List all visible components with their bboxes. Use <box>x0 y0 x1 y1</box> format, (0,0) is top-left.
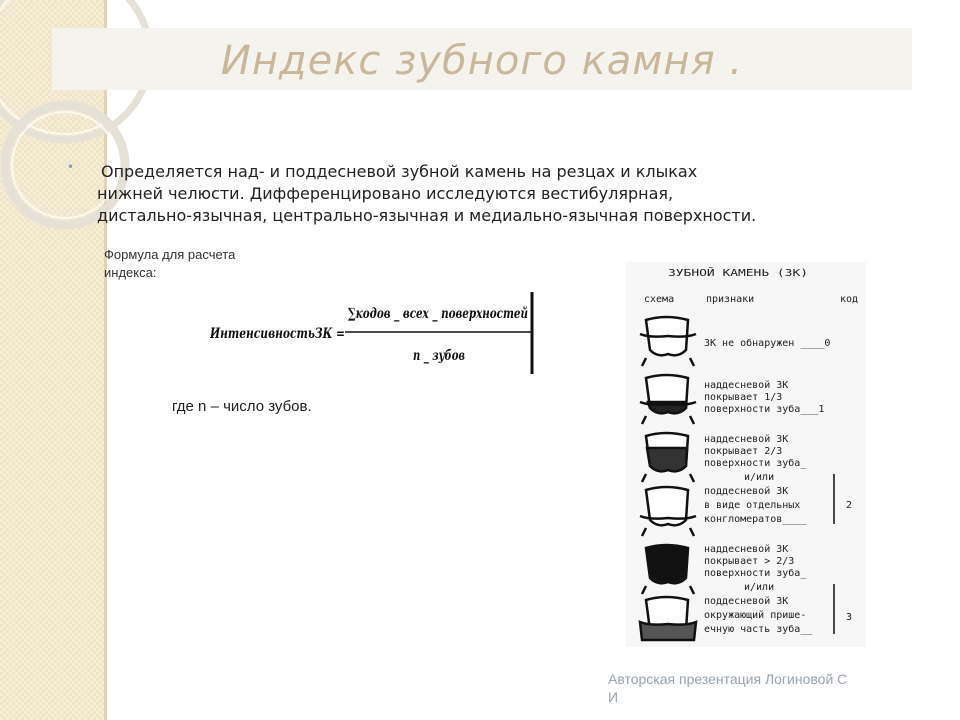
scan-row-3-line-5: окружающий прише- <box>704 610 807 621</box>
author-footer <box>608 670 898 706</box>
scan-row-3-line-3: и/или <box>744 582 775 593</box>
scan-row-1-line-1: покрывает 1/3 <box>704 392 783 403</box>
formula-label <box>104 246 235 282</box>
formula-label-line-1: Формула для расчета <box>104 247 236 262</box>
scan-row-2-line-3: и/или <box>744 472 775 483</box>
scan-row-3-line-4: поддесневой ЗК <box>704 596 789 607</box>
bullet-icon: • <box>67 160 75 174</box>
footer-line-1: Авторская презентация Логиновой С <box>608 671 848 687</box>
scan-row-2-line-4: поддесневой ЗК <box>704 486 789 497</box>
paragraph-line-2: нижней челюсти. Дифференцировано исследуются вестибулярная, <box>97 184 674 203</box>
scan-header-code: код <box>840 294 859 305</box>
scan-row-1-line-2: поверхности зуба___1 <box>704 404 825 415</box>
scan-row-3-line-0: наддесневой ЗК <box>704 544 789 555</box>
paragraph-line-3: дистально-язычная, центрально-язычная и медиально-язычная поверхности. <box>97 206 757 225</box>
scan-title: ЗУБНОЙ КАМЕНЬ (ЗК) <box>668 268 777 279</box>
formula-denominator: n _ зубов <box>413 348 465 364</box>
scan-row-2-code: 2 <box>846 500 853 511</box>
scan-row-2-line-5: в виде отдельных <box>704 500 801 511</box>
formula-explanation: где n – число зубов. <box>172 398 312 415</box>
description-paragraph <box>97 161 897 227</box>
footer-line-2: И <box>608 689 619 705</box>
scan-row-0-line-0: ЗК не обнаружен ____0 <box>704 338 831 349</box>
scan-row-2-line-1: покрывает 2/3 <box>704 446 783 457</box>
scan-row-3-line-6: ечную часть зуба__ <box>704 624 813 635</box>
scan-row-3-line-1: покрывает > 2/3 <box>704 556 795 567</box>
scan-row-3-code: 3 <box>846 612 853 623</box>
scan-header-signs: признаки <box>706 294 755 305</box>
scan-row-2-line-0: наддесневой ЗК <box>704 434 789 445</box>
scan-row-3-line-2: поверхности зуба_ <box>704 568 807 579</box>
scan-header-scheme: схема <box>644 294 675 305</box>
formula-image <box>208 290 592 380</box>
formula-lhs: ИнтенсивностьЗК = <box>209 326 345 342</box>
formula-numerator: ∑кодов _ всех _ поверхностей <box>348 306 592 322</box>
formula-label-line-2: индекса: <box>104 265 157 280</box>
slide-title: Индекс зубного камня . <box>220 38 744 84</box>
tooth-diagram-code-3b <box>640 597 696 640</box>
calculus-scan-table <box>626 262 866 647</box>
scan-row-2-line-6: конгломератов____ <box>704 514 807 525</box>
scan-row-1-line-0: наддесневой ЗК <box>704 380 789 391</box>
paragraph-line-1: Определяется над- и поддесневой зубной камень на резцах и клыках <box>101 162 698 181</box>
title-bar <box>52 28 912 90</box>
scan-row-2-line-2: поверхности зуба_ <box>704 458 807 469</box>
